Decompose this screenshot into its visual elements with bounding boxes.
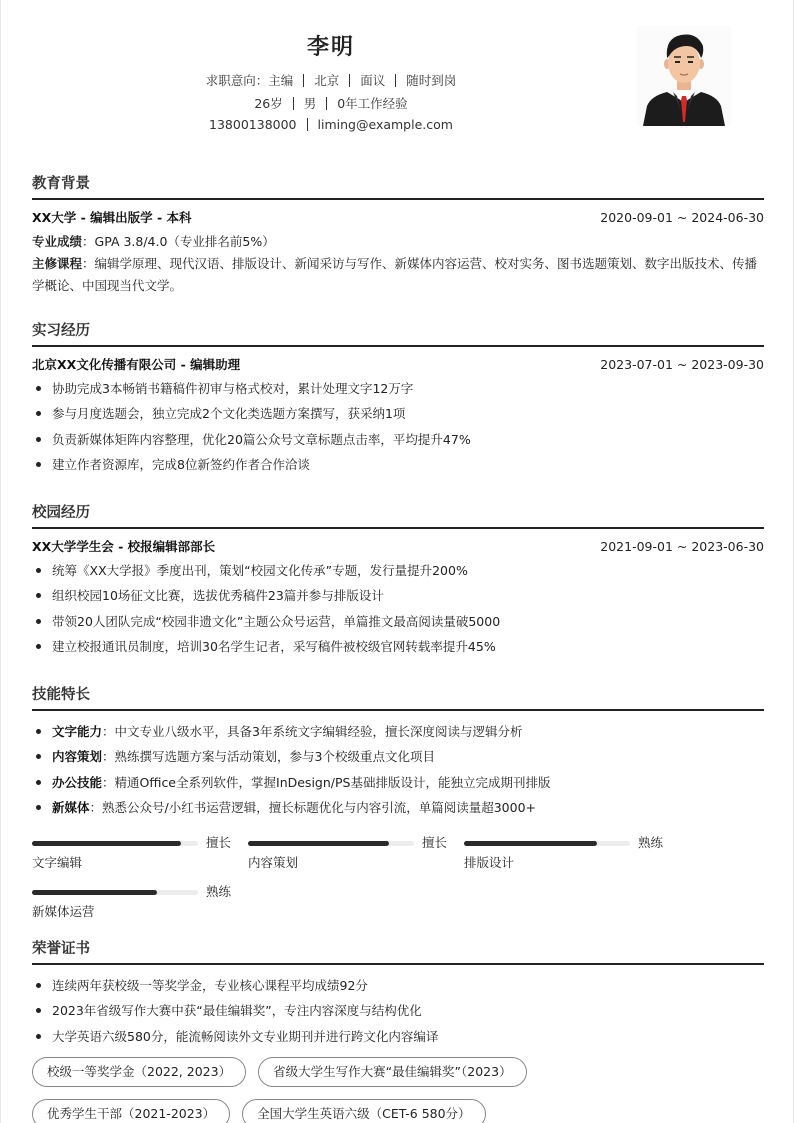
avatar bbox=[637, 26, 731, 126]
honors-section bbox=[32, 938, 764, 1123]
section-title: 实习经历 bbox=[32, 323, 90, 339]
honor-tag: 校级一等奖学金（2022, 2023） bbox=[32, 1057, 246, 1087]
education-entry-header bbox=[32, 208, 764, 228]
skill-bar bbox=[464, 833, 664, 873]
list-item: 协助完成3本畅销书籍稿件初审与格式校对，累计处理文字12万字 bbox=[32, 376, 764, 402]
phone: 13800138000 bbox=[209, 117, 297, 132]
list-item: 2023年省级写作大赛中获“最佳编辑奖”，专注内容深度与结构优化 bbox=[32, 998, 764, 1024]
skill-text: ：中文专业八级水平，具备3年系统文字编辑经验，擅长深度阅读与逻辑分析 bbox=[102, 723, 523, 739]
section-title: 教育背景 bbox=[32, 176, 90, 192]
skill-bar bbox=[32, 833, 232, 873]
progress-fill bbox=[248, 841, 389, 846]
tag-row bbox=[32, 1099, 764, 1123]
section-title: 技能特长 bbox=[32, 687, 90, 703]
grade-value: ：GPA 3.8/4.0（专业排名前5%） bbox=[82, 233, 275, 249]
job-intent: 求职意向：主编 bbox=[205, 73, 294, 88]
honor-tag: 全国大学生英语六级（CET-6 580分） bbox=[242, 1099, 485, 1123]
progress-track bbox=[32, 841, 198, 846]
resume-header bbox=[1, 0, 794, 150]
skill-level: 擅长 bbox=[206, 834, 232, 850]
honors-bullets bbox=[32, 973, 764, 1050]
contact-line bbox=[1, 117, 661, 132]
list-item: 组织校园10场征文比赛，选拔优秀稿件23篇并参与排版设计 bbox=[32, 583, 764, 609]
gender: 男 bbox=[303, 96, 317, 111]
skill-bar bbox=[248, 833, 448, 873]
divider bbox=[395, 74, 396, 87]
courses-line bbox=[32, 253, 764, 297]
progress-track bbox=[248, 841, 414, 846]
experience-years: 0年工作经验 bbox=[337, 96, 408, 111]
location: 北京 bbox=[314, 73, 340, 88]
portrait-illustration-icon bbox=[637, 26, 731, 126]
date-range: 2023-07-01 ~ 2023-09-30 bbox=[600, 356, 764, 372]
skill-label: 文字能力 bbox=[52, 723, 103, 739]
progress-fill bbox=[32, 841, 181, 846]
date-range: 2020-09-01 ~ 2024-06-30 bbox=[600, 209, 764, 225]
skill-name: 内容策划 bbox=[248, 854, 299, 870]
list-item bbox=[32, 770, 764, 796]
skill-level: 擅长 bbox=[422, 834, 448, 850]
skill-bar bbox=[32, 882, 232, 922]
divider bbox=[349, 74, 350, 87]
email[interactable]: liming@example.com bbox=[317, 117, 453, 132]
skill-text: ：熟练撰写选题方案与活动策划，参与3个校级重点文化项目 bbox=[102, 749, 435, 764]
divider bbox=[326, 97, 327, 110]
divider bbox=[303, 74, 304, 87]
section-divider bbox=[32, 345, 764, 347]
candidate-name: 李明 bbox=[306, 35, 355, 60]
education-section bbox=[32, 173, 764, 297]
skills-bullets bbox=[32, 719, 764, 821]
internship-section bbox=[32, 320, 764, 478]
progress-track bbox=[464, 841, 630, 846]
skill-label: 内容策划 bbox=[52, 749, 103, 764]
honor-tag: 省级大学生写作大赛“最佳编辑奖”（2023） bbox=[258, 1057, 527, 1087]
date-range: 2021-09-01 ~ 2023-06-30 bbox=[600, 538, 764, 554]
section-divider bbox=[32, 963, 764, 965]
company-role: 北京XX文化传播有限公司 - 编辑助理 bbox=[32, 356, 241, 372]
section-title: 校园经历 bbox=[32, 505, 90, 521]
list-item: 负责新媒体矩阵内容整理，优化20篇公众号文章标题点击率，平均提升47% bbox=[32, 427, 764, 453]
skill-name: 文字编辑 bbox=[32, 854, 83, 870]
list-item: 连续两年获校级一等奖学金，专业核心课程平均成绩92分 bbox=[32, 973, 764, 999]
section-divider bbox=[32, 709, 764, 711]
salary: 面议 bbox=[360, 73, 386, 88]
job-intent-line bbox=[1, 71, 661, 89]
internship-entry-header bbox=[32, 355, 764, 375]
grade-label: 专业成绩 bbox=[32, 233, 83, 249]
grade-line bbox=[32, 231, 764, 253]
school-degree: XX大学 - 编辑出版学 - 本科 bbox=[32, 209, 192, 225]
skills-section bbox=[32, 684, 764, 928]
progress-fill bbox=[464, 841, 597, 846]
campus-section bbox=[32, 502, 764, 660]
organization-role: XX大学学生会 - 校报编辑部部长 bbox=[32, 538, 216, 554]
progress-track bbox=[32, 890, 198, 895]
skill-name: 新媒体运营 bbox=[32, 903, 95, 919]
honor-tags bbox=[32, 1057, 764, 1123]
list-item: 参与月度选题会，独立完成2个文化类选题方案撰写，获采纳1项 bbox=[32, 401, 764, 427]
courses-label: 主修课程 bbox=[32, 255, 83, 271]
section-divider bbox=[32, 527, 764, 529]
section-divider bbox=[32, 198, 764, 200]
skill-text: ：精通Office全系列软件，掌握InDesign/PS基础排版设计，能独立完成期刊排版 bbox=[102, 774, 551, 790]
skill-level: 熟练 bbox=[206, 883, 232, 899]
skill-bars bbox=[32, 833, 764, 928]
section-title: 荣誉证书 bbox=[32, 941, 90, 957]
campus-entry-header bbox=[32, 537, 764, 557]
skill-label: 办公技能 bbox=[52, 774, 103, 790]
tag-row bbox=[32, 1057, 764, 1091]
divider bbox=[307, 118, 308, 131]
personal-info-line bbox=[1, 94, 661, 112]
progress-fill bbox=[32, 890, 157, 895]
list-item bbox=[32, 795, 764, 821]
campus-bullets bbox=[32, 558, 764, 660]
list-item bbox=[32, 719, 764, 745]
skill-level: 熟练 bbox=[638, 834, 664, 850]
availability: 随时到岗 bbox=[406, 73, 457, 88]
list-item: 大学英语六级580分，能流畅阅读外文专业期刊并进行跨文化内容编译 bbox=[32, 1024, 764, 1050]
honor-tag: 优秀学生干部（2021-2023） bbox=[32, 1099, 230, 1123]
list-item bbox=[32, 744, 764, 770]
list-item: 带领20人团队完成“校园非遗文化”主题公众号运营，单篇推文最高阅读量破5000 bbox=[32, 609, 764, 635]
skill-text: ：熟悉公众号/小红书运营逻辑，擅长标题优化与内容引流，单篇阅读量超3000+ bbox=[89, 800, 537, 815]
divider bbox=[293, 97, 294, 110]
skill-label: 新媒体 bbox=[52, 800, 90, 815]
internship-bullets bbox=[32, 376, 764, 478]
skill-name: 排版设计 bbox=[464, 854, 515, 870]
list-item: 建立校报通讯员制度，培训30名学生记者，采写稿件被校级官网转载率提升45% bbox=[32, 634, 764, 660]
list-item: 建立作者资源库，完成8位新签约作者合作洽谈 bbox=[32, 452, 764, 478]
list-item: 统筹《XX大学报》季度出刊，策划“校园文化传承”专题，发行量提升200% bbox=[32, 558, 764, 584]
age: 26岁 bbox=[254, 96, 283, 111]
courses-value: ：编辑学原理、现代汉语、排版设计、新闻采访与写作、新媒体内容运营、校对实务、图书选题策划、数字出版技术、传播学概论、中国现当代文学。 bbox=[32, 255, 758, 293]
